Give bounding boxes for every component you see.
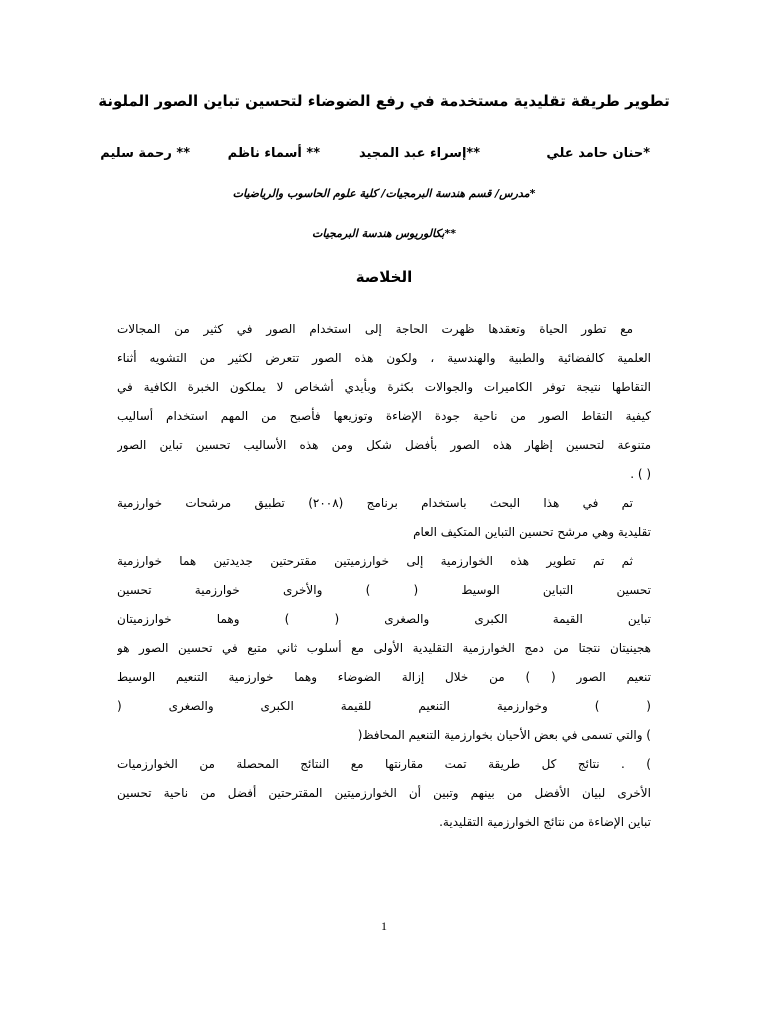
abstract-line: الأخرى لبيان الأفضل من بينهم وتبين أن الخوارزميتين المقترحتين أفضل من ناحية تحسين (117, 786, 651, 800)
author-name: **إسراء عبد المجيد (358, 146, 480, 161)
abstract-line: تحسين التباين الوسيط ( ) والأخرى خوارزمية تحسين (117, 583, 651, 597)
page-number: 1 (381, 919, 387, 933)
abstract-line: ( ) . (630, 467, 651, 481)
abstract-line: العلمية كالفضائية والطبية والهندسية ، ولكون هذه الصور تتعرض لكثير من التشويه أثناء (117, 351, 651, 365)
abstract-line: ثم تم تطوير هذه الخوارزمية إلى خوارزميتين مقترحتين جديدتين هما خوارزمية (117, 554, 633, 568)
author-name: *حنان حامد علي (546, 146, 650, 161)
abstract-line: تباين الإضاءة من نتائج الخوارزمية التقليدية. (439, 815, 651, 829)
abstract-line: التقاطها نتيجة توفر الكاميرات والجوالات بكثرة وبأيدي أشخاص لا يملكون الخبرة الكافية في (117, 380, 651, 394)
abstract-line: ) والتي تسمى في بعض الأحيان بخوارزمية التنعيم المحافظ( (357, 728, 651, 742)
abstract-line: متنوعة لتحسين إظهار هذه الصور بأفضل شكل ومن هذه الأساليب تحسين تباين الصور (117, 438, 651, 452)
abstract-line: هجينيتان نتجتا من دمج الخوارزمية التقليدية الأولى مع أسلوب ثاني متبع في تحسين الصور هو (117, 641, 651, 655)
paper-title: تطوير طريقة تقليدية مستخدمة في رفع الضوضاء لتحسين تباين الصور الملونة (98, 92, 670, 110)
abstract-body (117, 315, 651, 837)
abstract-line: تباين القيمة الكبرى والصغرى ( ) وهما خوارزميتان (117, 612, 651, 626)
affiliation-line: **بكالوريوس هندسة البرمجيات (312, 227, 456, 240)
abstract-line: كيفية التقاط الصور من ناحية جودة الإضاءة وتوزيعها فأصبح من المهم استخدام أساليب (117, 409, 651, 423)
affiliation-line: *مدرس/ قسم هندسة البرمجيات/ كلية علوم الحاسوب والرياضيات (232, 187, 536, 200)
abstract-line: تم في هذا البحث باستخدام برنامج (٢٠٠٨) تطبيق مرشحات خوارزمية (117, 496, 633, 510)
abstract-heading: الخلاصة (355, 268, 413, 286)
author-name: ** أسماء ناظم (227, 146, 320, 161)
abstract-line: تنعيم الصور ( ) من خلال إزالة الضوضاء وهما خوارزمية التنعيم الوسيط (117, 670, 651, 684)
abstract-line: ) . نتائج كل طريقة تمت مقارنتها مع النتائج المحصلة من الخوارزميات (117, 757, 651, 771)
abstract-line: تقليدية وهي مرشح تحسين التباين المتكيف العام (413, 525, 651, 539)
abstract-line: ( ) وخوارزمية التنعيم للقيمة الكبرى والصغرى ( (117, 699, 651, 713)
abstract-line: مع تطور الحياة وتعقدها ظهرت الحاجة إلى استخدام الصور في كثير من المجالات (117, 322, 633, 336)
authors-line (95, 143, 650, 165)
author-name: ** رحمة سليم (100, 146, 190, 161)
